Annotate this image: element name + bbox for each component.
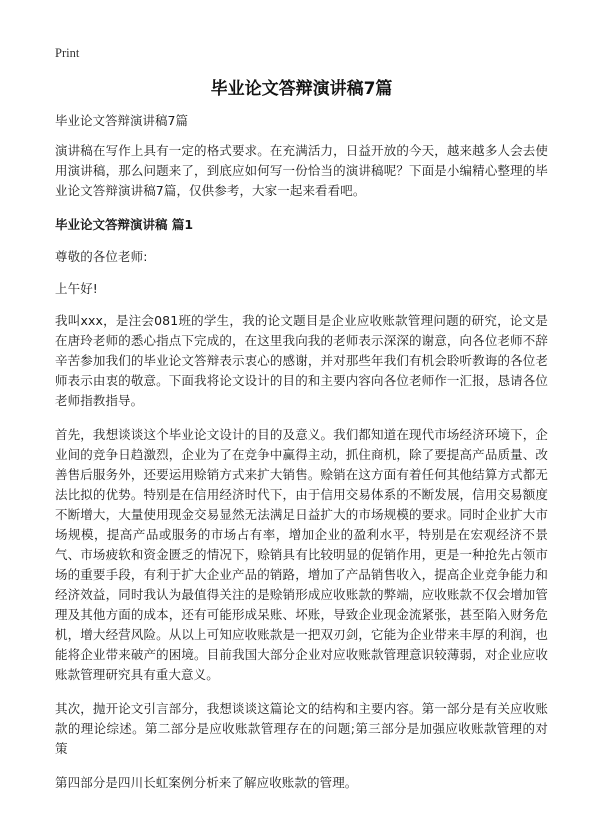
body-paragraph-4: 第四部分是四川长虹案例分析来了解应收账款的管理。 xyxy=(55,775,358,790)
document-title: 毕业论文答辩演讲稿7篇 xyxy=(210,79,393,99)
print-link[interactable]: Print xyxy=(55,46,80,60)
time-greeting-line: 上午好! xyxy=(55,281,98,296)
body-paragraph-1: 我叫xxx，是注会081班的学生，我的论文题目是企业应收账款管理问题的研究，论文是在唐玲老师的悉心指点下完成的，在这里我向我的老师表示深深的谢意，向各位老师不辞辛苦参加我们的毕业论文答辩表示衷心的感谢，并对那些年我们有机会聆听教诲的各位老师表示由衷的敬意。下面我将论文设计的目的和主要内容向各位老师作一汇报，恳请各位老师指教指导。 xyxy=(55,313,548,408)
section-heading: 毕业论文答辩演讲稿 篇1 xyxy=(55,217,194,232)
body-paragraph-3: 其次，抛开论文引言部分，我想谈谈这篇论文的结构和主要内容。第一部分是有关应收账款的理论综述。第二部分是应收账款管理存在的问题;第三部分是加强应收账款管理的对策 xyxy=(55,701,548,756)
intro-paragraph: 演讲稿在写作上具有一定的格式要求。在充满活力，日益开放的今天，越来越多人会去使用演讲稿，那么问题来了，到底应如何写一份恰当的演讲稿呢？下面是小编精心整理的毕业论文答辩演讲稿7篇，仅供参考，大家一起来看看吧。 xyxy=(55,143,548,198)
greeting-line: 尊敬的各位老师: xyxy=(55,249,148,264)
document-subtitle: 毕业论文答辩演讲稿7篇 xyxy=(55,113,188,128)
body-paragraph-2: 首先，我想谈谈这个毕业论文设计的目的及意义。我们都知道在现代市场经济环境下，企业间的竞争日趋激烈，企业为了在竞争中赢得主动，抓住商机，除了要提高产品质量、改善售后服务外，还要运用赊销方式来扩大销售。赊销在这方面有着任何其他结算方式都无法比拟的优势。特别是在信用经济时代下，由于信用交易体系的不断发展，信用交易额度不断增大，大量使用现金交易显然无法满足日益扩大的市场规模的要求。同时企业扩大市场规模，提高产品或服务的市场占有率，增加企业的盈利水平，特别是在宏观经济不景气、市场疲软和资金匮乏的情况下，赊销具有比较明显的促销作用，更是一种抢先占领市场的重要手段，有利于扩大企业产品的销路，增加了产品销售收入，提高企业竞争能力和经济效益，同时我认为最值得关注的是赊销形成应收账款的弊端，应收账款不仅会增加管理及其他方面的成本，还有可能形成呆账、坏账，导致企业现金流紧张，甚至陷入财务危机，增大经营风险。从以上可知应收账款是一把双刃剑，它能为企业带来丰厚的利润，也能将企业带来破产的困境。目前我国大部分企业对应收账款管理意识较薄弱，对企业应收账款管理研究具有重大意义。 xyxy=(55,427,548,682)
